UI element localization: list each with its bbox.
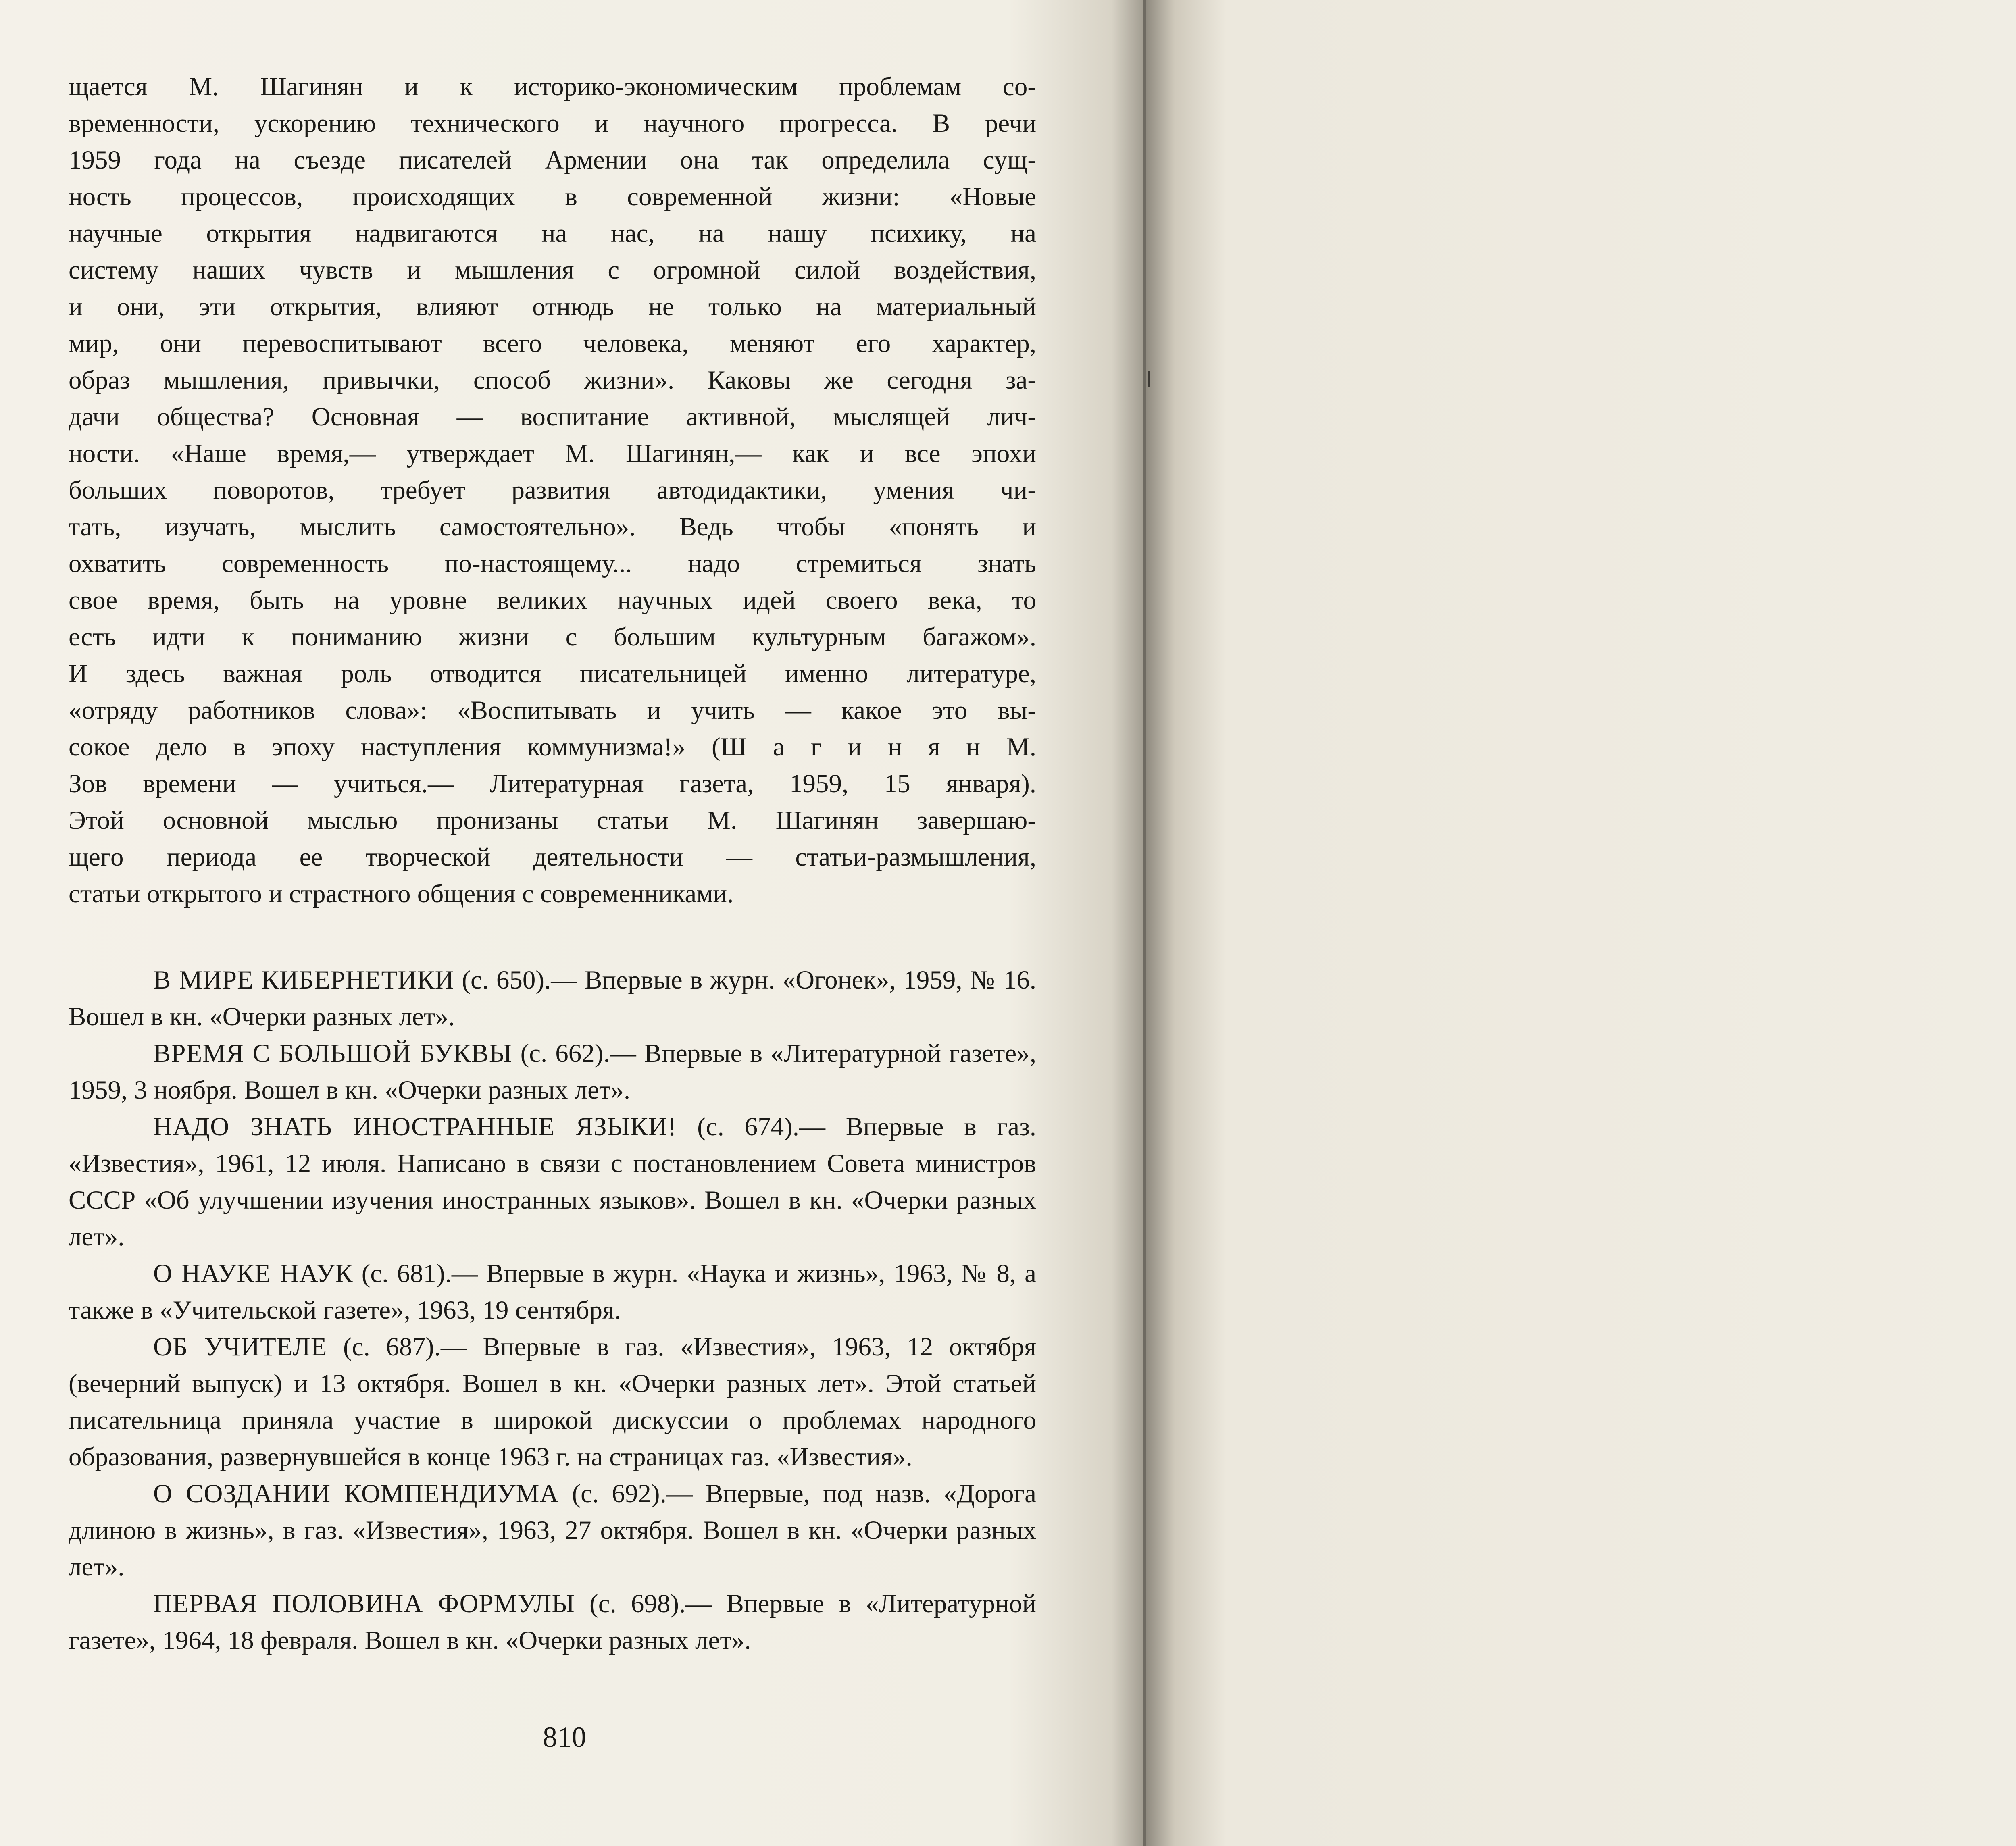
intro-line: ности. «Наше время,— утверждает М. Шагинян,— как и все эпохи [69,439,1036,468]
intro-line: статьи открытого и страстного общения с современниками. [69,879,734,908]
page-edge-mark [1148,371,1150,387]
intro-line: систему наших чувств и мышления с огромной силой воздействия, [69,256,1036,285]
intro-line: свое время, быть на уровне великих научных идей своего века, то [69,586,1036,615]
entry-title: НАДО ЗНАТЬ ИНОСТРАННЫЕ ЯЗЫКИ! [153,1112,677,1141]
intro-line: сокое дело в эпоху наступления коммунизма!» (Ш а г и н я н М. [69,733,1036,762]
left-entries [69,962,1036,1659]
entry-text: (с. 687).— Впервые в газ. «Известия», 1963, 12 октября (вечерний выпуск) и 13 октября. Вошел в кн. «Очерки разных лет». Этой статьей писательница приняла участие в широкой дискуссии о проблемах народного образования, развернувшейся в конце 1963 г. на страницах газ. «Известия». [69,1332,1036,1471]
entry [69,1476,1036,1586]
intro-line: Этой основной мыслью пронизаны статьи М. Шагинян завершаю- [69,806,1036,835]
entry [69,1586,1036,1659]
intro-line: охватить современность по-настоящему... надо стремиться знать [69,549,1036,578]
entry [69,1109,1036,1255]
intro-line: 1959 года на съезде писателей Армении она так определила сущ- [69,146,1036,175]
entry-title: В МИРЕ КИБЕРНЕТИКИ [153,966,454,995]
intro-line: научные открытия надвигаются на нас, на нашу психику, на [69,219,1036,248]
intro-line: мир, они перевоспитывают всего человека, меняют его характер, [69,329,1036,358]
intro-paragraph [69,69,1036,912]
intro-line: больших поворотов, требует развития автодидактики, умения чи- [69,476,1036,505]
intro-line: щается М. Шагинян и к историко-экономическим проблемам со- [69,72,1036,101]
intro-line: временности, ускорению технического и научного прогресса. В речи [69,109,1036,138]
entry-title: ВРЕМЯ С БОЛЬШОЙ БУКВЫ [153,1039,512,1068]
intro-line: И здесь важная роль отводится писательницей именно литературе, [69,659,1036,688]
entry-title: О СОЗДАНИИ КОМПЕНДИУМА [153,1479,559,1508]
intro-line: образ мышления, привычки, способ жизни». Каковы же сегодня за- [69,366,1036,395]
intro-line: и они, эти открытия, влияют отнюдь не только на материальный [69,292,1036,321]
intro-line: ность процессов, происходящих в современной жизни: «Новые [69,182,1036,211]
entry-text: (с. 674).— Впервые в газ. «Известия», 1961, 12 июля. Написано в связи с постановлением Совета министров СССР «Об улучшении изучения иностранных языков». Вошел в кн. «Очерки разных лет». [69,1112,1036,1251]
entry-text: (с. 692).— Впервые, под назв. «Дорога длиною в жизнь», в газ. «Известия», 1963, 27 октября. Вошел в кн. «Очерки разных лет». [69,1479,1036,1582]
entry [69,1255,1036,1329]
entry [69,962,1036,1035]
intro-line: есть идти к пониманию жизни с большим культурным багажом». [69,622,1036,651]
intro-line: щего периода ее творческой деятельности — статьи-размышления, [69,843,1036,872]
entry-text: (с. 650).— Впервые в журн. «Огонек», 1959, № 16. Вошел в кн. «Очерки разных лет». [69,966,1036,1031]
entry [69,1035,1036,1109]
entry-text: (с. 698).— Впервые в «Литературной газете», 1964, 18 февраля. Вошел в кн. «Очерки разных лет». [69,1589,1036,1655]
intro-line: «отряду работников слова»: «Воспитывать и учить — какое это вы- [69,696,1036,725]
entry [69,1329,1036,1476]
left-page-text [69,69,1036,1659]
entry-text: (с. 681).— Впервые в журн. «Наука и жизнь», 1963, № 8, а также в «Учительской газете», 1963, 19 сентября. [69,1259,1037,1325]
entry-text: (с. 662).— Впервые в «Литературной газете», 1959, 3 ноября. Вошел в кн. «Очерки разных лет». [69,1039,1036,1105]
entry-title: ОБ УЧИТЕЛЕ [153,1332,327,1361]
intro-line: тать, изучать, мыслить самостоятельно». Ведь чтобы «понять и [69,512,1036,541]
intro-line: дачи общества? Основная — воспитание активной, мыслящей лич- [69,402,1036,431]
intro-text [69,69,1036,912]
page-number: 810 [543,1721,586,1753]
entry-title: ПЕРВАЯ ПОЛОВИНА ФОРМУЛЫ [153,1589,575,1618]
entry-title: О НАУКЕ НАУК [153,1259,353,1288]
right-page [1146,0,2016,1846]
intro-line: Зов времени — учиться.— Литературная газета, 1959, 15 января). [69,769,1036,798]
